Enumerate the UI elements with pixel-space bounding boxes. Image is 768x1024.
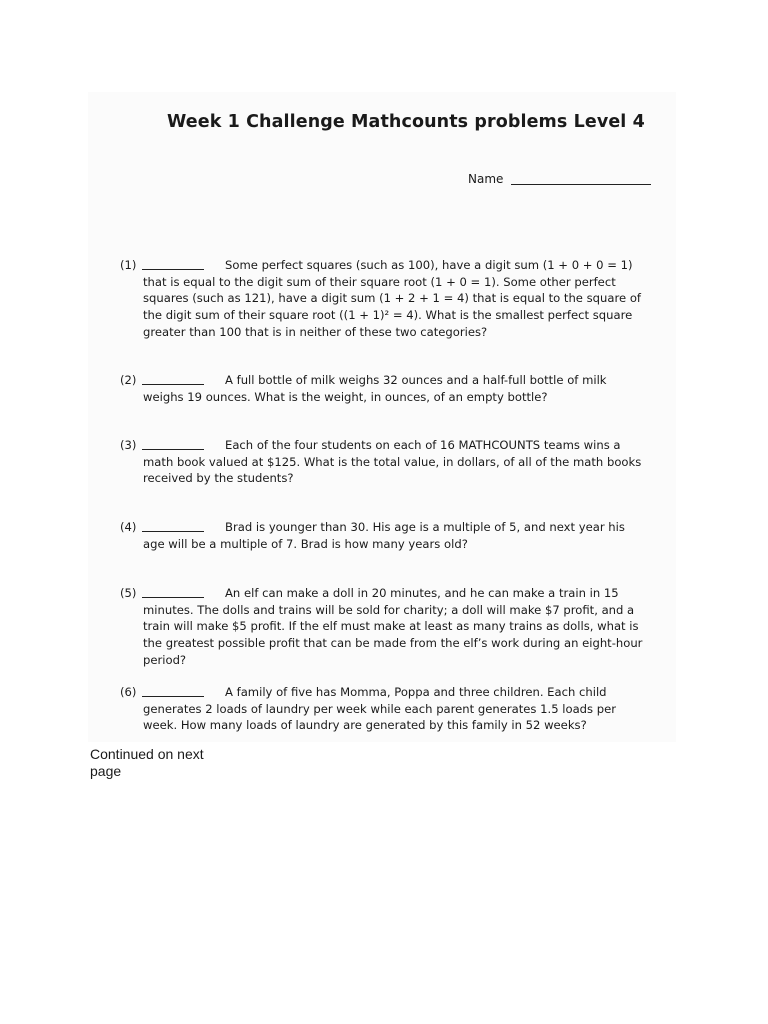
problem-text: Brad is younger than 30. His age is a multiple of 5, and next year his age will be a multiple of 7. Brad is how many years old? [143, 520, 625, 551]
answer-blank [142, 384, 204, 385]
problem-6 [120, 684, 650, 734]
problem-text: Some perfect squares (such as 100), have a digit sum (1 + 0 + 0 = 1) that is equal to the digit sum of their square root (1 + 0 = 1). Some other perfect squares (such as 121), have a digit sum (1 + 2 + 1 = 4) that is equal to the square of the digit sum of their square root ((1 + 1)² = 4). What is the smallest perfect square greater than 100 that is in neither of these two categories? [143, 258, 641, 339]
problem-text: A family of five has Momma, Poppa and three children. Each child generates 2 loads of laundry per week while each parent generates 1.5 loads per week. How many loads of laundry are generated by this family in 52 weeks? [143, 685, 617, 733]
problem-4 [120, 519, 650, 552]
problem-1 [120, 257, 650, 341]
page-title: Week 1 Challenge Mathcounts problems Level 4 [167, 112, 645, 132]
continued-note: Continued on next page [90, 746, 204, 779]
problem-text: A full bottle of milk weighs 32 ounces and a half-full bottle of milk weighs 19 ounces. What is the weight, in ounces, of an empty bottle? [143, 373, 607, 404]
problem-text: An elf can make a doll in 20 minutes, and he can make a train in 15 minutes. The dolls and trains will be sold for charity; a doll will make $7 profit, and a train will make $5 profit. If the elf must make at least as many trains as dolls, what is the greatest possible profit that can be made from the elf’s work during an eight-hour period? [143, 586, 643, 667]
answer-blank [142, 269, 204, 270]
name-field [468, 172, 651, 186]
problem-3 [120, 437, 650, 487]
name-label: Name [468, 172, 504, 186]
problem-number: (3) [120, 438, 137, 452]
answer-blank [142, 597, 204, 598]
problem-number: (4) [120, 520, 137, 534]
problem-2 [120, 372, 650, 405]
problem-text: Each of the four students on each of 16 MATHCOUNTS teams wins a math book valued at $125. What is the total value, in dollars, of all of the math books received by the students? [143, 438, 642, 486]
answer-blank [142, 696, 204, 697]
problem-number: (6) [120, 685, 137, 699]
name-blank-line [511, 184, 651, 185]
problem-number: (2) [120, 373, 137, 387]
problem-number: (5) [120, 586, 137, 600]
problem-5 [120, 585, 650, 669]
answer-blank [142, 531, 204, 532]
answer-blank [142, 449, 204, 450]
problem-number: (1) [120, 258, 137, 272]
